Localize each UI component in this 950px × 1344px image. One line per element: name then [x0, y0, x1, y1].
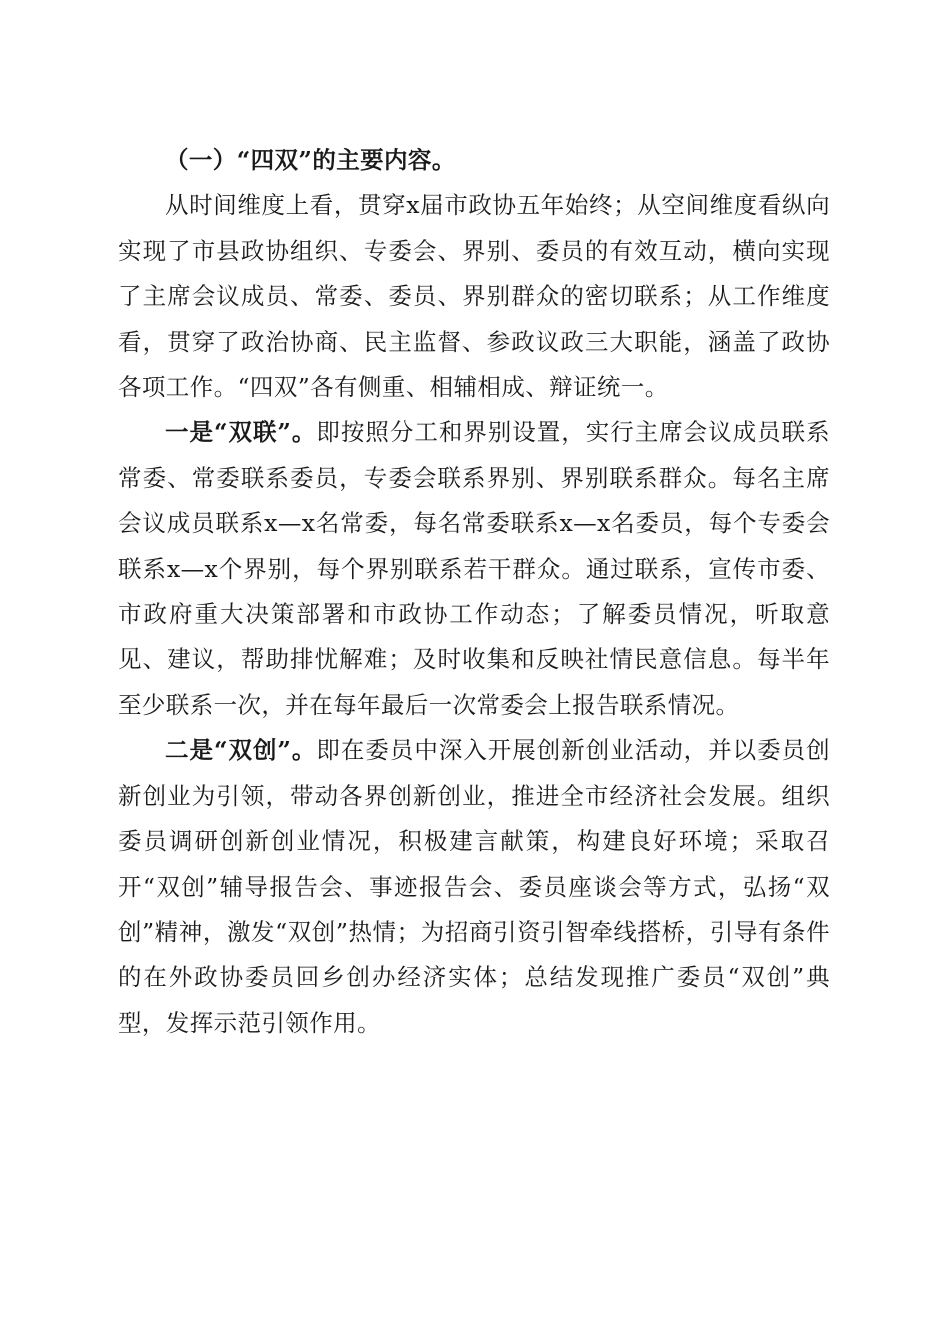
paragraph-shuanglian-lead: 一是“双联”。 [165, 418, 317, 447]
paragraph-shuanglian-body: 即按照分工和界别设置，实行主席会议成员联系常委、常委联系委员，专委会联系界别、界别联系群众。每名主席会议成员联系x—x名常委，每名常委联系x—x名委员，每个专委会联系x—x个界别，每个界别联系若干群众。通过联系，宣传市委、市政府重大决策部署和市政协工作动态；了解委员情况，听取意见、建议，帮助排忧解难；及时收集和反映社情民意信息。每半年至少联系一次，并在每年最后一次常委会上报告联系情况。 [118, 418, 830, 719]
paragraph-shuangchuang [118, 728, 830, 1046]
paragraph-shuangchuang-lead: 二是“双创”。 [165, 736, 317, 765]
section-heading: （一）“四双”的主要内容。 [165, 146, 456, 174]
document-body [118, 138, 830, 1046]
paragraph-shuanglian [118, 410, 830, 728]
paragraph-intro: 从时间维度上看，贯穿x届市政协五年始终；从空间维度看纵向实现了市县政协组织、专委会、界别、委员的有效互动，横向实现了主席会议成员、常委、委员、界别群众的密切联系；从工作维度看，贯穿了政治协商、民主监督、参政议政三大职能，涵盖了政协各项工作。“四双”各有侧重、相辅相成、辩证统一。 [118, 191, 830, 402]
paragraph-shuangchuang-body: 即在委员中深入开展创新创业活动，并以委员创新创业为引领，带动各界创新创业，推进全市经济社会发展。组织委员调研创新创业情况，积极建言献策，构建良好环境；采取召开“双创”辅导报告会、事迹报告会、委员座谈会等方式，弘扬“双创”精神，激发“双创”热情；为招商引资引智牵线搭桥，引导有条件的在外政协委员回乡创办经济实体；总结发现推广委员“双创”典型，发挥示范引领作用。 [118, 736, 830, 1037]
